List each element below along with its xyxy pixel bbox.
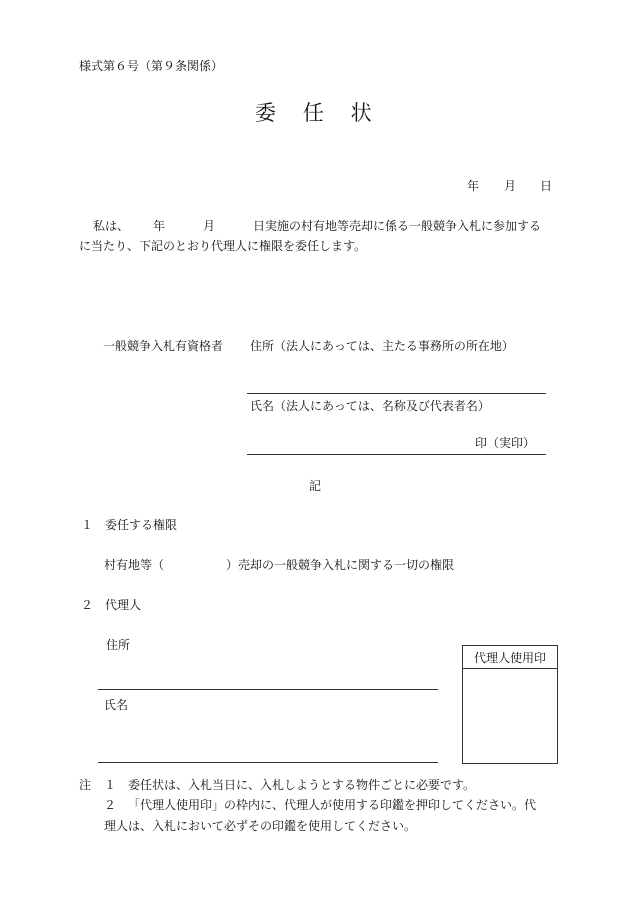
agent-seal-box-label: 代理人使用印: [473, 650, 546, 665]
intro-line1-rest: 日実施の村有地等売却に係る一般競争入札に参加する: [253, 219, 542, 233]
date-day: 日: [540, 179, 553, 193]
intro-line1-year: 年: [153, 219, 166, 233]
intro-line2: に当たり、下記のとおり代理人に権限を委任します。: [79, 239, 367, 253]
section1-heading: １ 委任する権限: [81, 518, 178, 532]
agent-seal-box-header: [463, 646, 557, 669]
note1-text: 委任状は、入札当日に、入札しようとする物件ごとに必要です。: [128, 778, 476, 792]
principal-name-label: 氏名（法人にあっては、名称及び代表者名）: [250, 399, 490, 413]
principal-address-label: 住所（法人にあっては、主たる事務所の所在地）: [250, 339, 514, 353]
date-month: 月: [504, 179, 517, 193]
agent-address-label: 住所: [106, 638, 131, 652]
section2-heading: ２ 代理人: [81, 598, 142, 612]
note2-text-line2: 理人は、入札において必ずその印鑑を使用してください。: [104, 819, 417, 833]
form-number: 様式第６号（第９条関係）: [79, 59, 224, 73]
agent-name-line: [98, 762, 438, 763]
agent-address-line: [98, 689, 438, 690]
principal-name-line: [247, 454, 546, 455]
authority-rest: ）売却の一般競争入札に関する一切の権限: [226, 558, 455, 572]
notes-marker: 注: [79, 778, 92, 792]
title-char-1: 委: [255, 101, 276, 125]
date-year: 年: [467, 179, 480, 193]
agent-seal-box: [462, 645, 558, 764]
authority-open: 村有地等（: [104, 558, 165, 572]
intro-line1-a: 私は、: [93, 219, 130, 233]
note2-number: ２: [104, 798, 117, 812]
intro-line1-month: 月: [203, 219, 216, 233]
ki-marker: 記: [309, 479, 322, 493]
document-title: [255, 103, 372, 124]
title-char-3: 状: [350, 101, 372, 125]
qualifier-label: 一般競争入札有資格者: [103, 339, 224, 353]
note1-number: １: [104, 778, 117, 792]
title-char-2: 任: [302, 101, 324, 125]
principal-address-line: [247, 393, 546, 394]
principal-seal-label: 印（実印）: [475, 436, 536, 450]
note2-text-line1: 「代理人使用印」の枠内に、代理人が使用する印鑑を押印してください。代: [128, 798, 537, 812]
agent-name-label: 氏名: [104, 698, 129, 712]
